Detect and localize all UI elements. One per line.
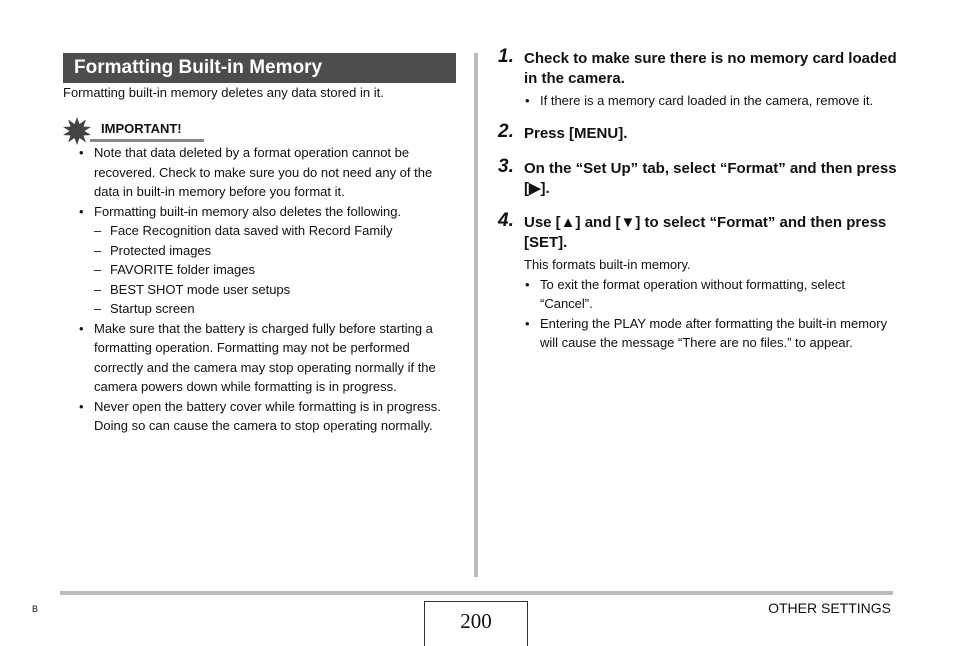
important-label: IMPORTANT! (101, 121, 182, 136)
step-note: This formats built-in memory. (524, 257, 691, 272)
list-item: • To exit the format operation without formatting, select “Cancel”. (524, 275, 898, 314)
list-item: • Entering the PLAY mode after formatting the built-in memory will cause the message “There are no files.” to appear. (524, 314, 898, 353)
sub-list-item: – Protected images (63, 241, 456, 261)
footer-divider (60, 591, 893, 595)
step-3 (498, 156, 898, 199)
sub-list-item: – Startup screen (63, 299, 456, 319)
sub-list-item: – Face Recognition data saved with Record Family (63, 221, 456, 241)
list-item: • Note that data deleted by a format operation cannot be recovered. Check to make sure you do not need any of the data in built-in memory before you format it. (63, 143, 456, 202)
footer-mark: B (32, 604, 39, 614)
important-underline (90, 139, 204, 142)
step-text: Use [▲] and [▼] to select “Format” and then press [SET]. (524, 214, 887, 251)
step-text: On the “Set Up” tab, select “Format” and then press [▶]. (524, 160, 897, 197)
step-2 (498, 121, 898, 144)
step-1 (498, 46, 898, 111)
list-item: • Make sure that the battery is charged fully before starting a formatting operation. Formatting may not be performed correctly and the camera may stop operating normally if the camera powers down while formatting is in progress. (63, 319, 456, 397)
intro-text: Formatting built-in memory deletes any data stored in it. (63, 85, 384, 100)
step-4 (498, 210, 898, 353)
step-number: 2. (498, 121, 514, 142)
important-burst-icon (62, 117, 92, 145)
section-title: Formatting Built-in Memory (63, 53, 456, 83)
page-number: 200 (424, 601, 528, 646)
step-number: 3. (498, 156, 514, 177)
step-bullets (524, 91, 898, 111)
important-list (63, 143, 456, 436)
step-number: 1. (498, 46, 514, 67)
list-item: • Never open the battery cover while formatting is in progress. Doing so can cause the camera to stop operating normally. (63, 397, 456, 436)
footer-section-label: OTHER SETTINGS (768, 600, 891, 616)
column-divider (474, 53, 478, 577)
step-bullets (524, 275, 898, 353)
list-item: • Formatting built-in memory also deletes the following. (63, 202, 456, 222)
sub-list-item: – BEST SHOT mode user setups (63, 280, 456, 300)
step-number: 4. (498, 210, 514, 231)
list-item: • If there is a memory card loaded in the camera, remove it. (524, 91, 898, 111)
sub-list-item: – FAVORITE folder images (63, 260, 456, 280)
step-text: Press [MENU]. (524, 125, 628, 142)
step-text: Check to make sure there is no memory card loaded in the camera. (524, 50, 897, 87)
